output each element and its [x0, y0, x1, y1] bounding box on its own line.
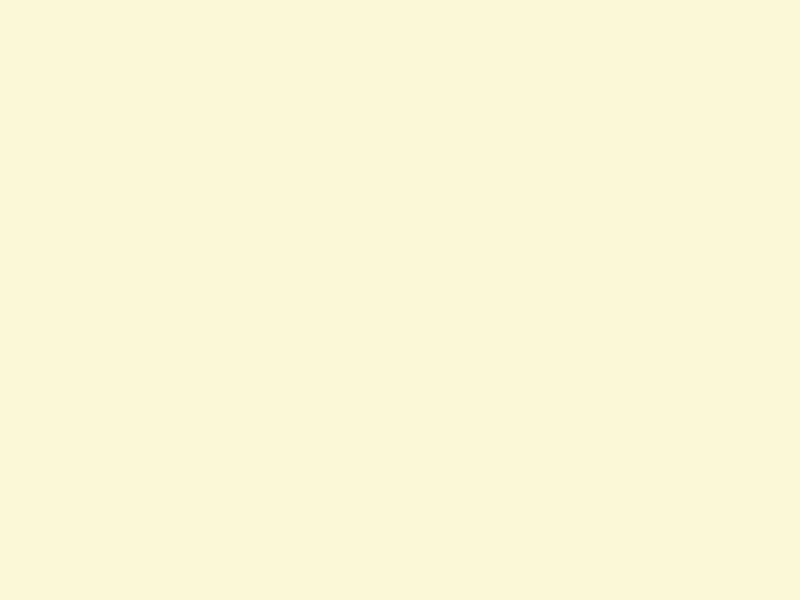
- bottom-decorative-band: [0, 591, 800, 600]
- top-decorative-band: [0, 8, 800, 34]
